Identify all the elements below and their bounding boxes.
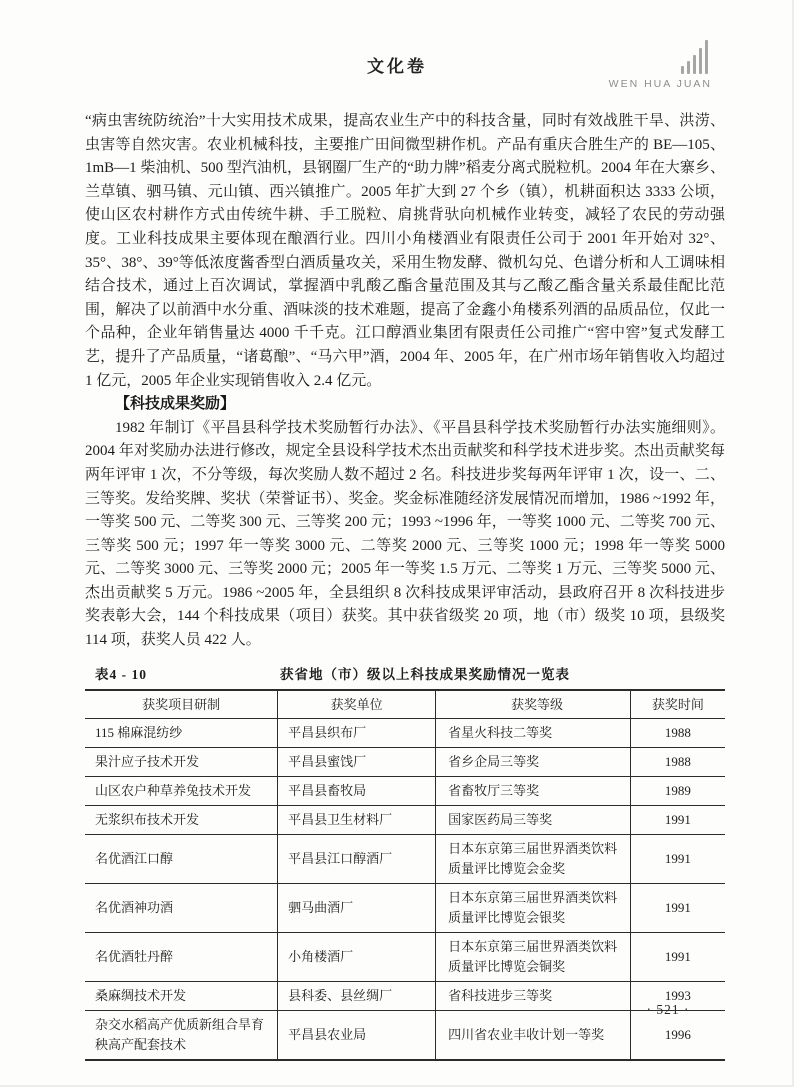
table-cell: 桑麻绸技术开发 xyxy=(85,981,278,1010)
table-cell: 平昌县织布厂 xyxy=(278,718,436,747)
page-title: 文化卷 xyxy=(367,57,427,76)
table-cell: 115 棉麻混纺纱 xyxy=(85,718,278,747)
table-header-row xyxy=(85,690,725,719)
awards-table-head xyxy=(85,690,725,719)
table-cell: 1993 xyxy=(630,981,725,1010)
table-row xyxy=(85,747,725,776)
table-cell: 1991 xyxy=(630,883,725,932)
column-header-project: 获奖项目研制 xyxy=(85,690,278,719)
table-cell: 平昌县农业局 xyxy=(278,1010,436,1060)
table-cell: 名优酒牡丹醉 xyxy=(85,932,278,981)
column-header-award-level: 获奖等级 xyxy=(436,690,631,719)
table-number-label: 表4 - 10 xyxy=(95,666,147,682)
table-cell: 1991 xyxy=(630,805,725,834)
table-cell: 1996 xyxy=(664,1026,691,1042)
table-cell: 日本东京第三届世界酒类饮料质量评比博览会铜奖 xyxy=(436,932,631,981)
body-paragraph-2: 1982 年制订《平昌县科学技术奖励暂行办法》、《平昌县科学技术奖励暂行办法实施细则》。2004 年对奖励办法进行修改，规定全县设科学技术杰出贡献奖和科学技术进步奖。杰出贡献奖每两年评审 1 次，不分等级，每次奖励人数不超过 2 名。科技进步奖每两年评审 1 次，设一、二、三等奖。发给奖牌、奖状（荣誉证书）、奖金。奖金标准随经济发展情况而增加，1986 ~1992 年，一等奖 500 元、二等奖 300 元、三等奖 200 元；1993 ~1996 年，一等奖 1000 元、二等奖 700 元、三等奖 500 元；1997 年一等奖 3000 元、二等奖 2000 元、三等奖 1000 元；1998 年一等奖 5000 元、二等奖 3000 元、三等奖 2000 元；2005 年一等奖 1.5 万元、二等奖 1 万元、三等奖 5000 元、杰出贡献奖 5 万元。1986 ~2005 年，全县组织 8 次科技成果评审活动，县政府召开 8 次科技进步奖表彰大会，144 个科技成果（项目）获奖。其中获省级奖 20 项，地（市）级奖 10 项，县级奖 114 项，获奖人员 422 人。 xyxy=(85,419,725,649)
table-cell: 山区农户种草养兔技术开发 xyxy=(85,776,278,805)
table-row xyxy=(85,1010,725,1060)
table-cell: 平昌县畜牧局 xyxy=(278,776,436,805)
awards-table xyxy=(85,689,725,1061)
table-cell: 省科技进步三等奖 xyxy=(436,981,631,1010)
table-cell: 省畜牧厅三等奖 xyxy=(436,776,631,805)
table-cell: 1988 xyxy=(630,747,725,776)
table-cell: 1989 xyxy=(630,776,725,805)
table-cell: 日本东京第三届世界酒类饮料质量评比博览会金奖 xyxy=(436,834,631,883)
table-cell: 日本东京第三届世界酒类饮料质量评比博览会银奖 xyxy=(436,883,631,932)
table-cell: 小角楼酒厂 xyxy=(278,932,436,981)
column-header-unit: 获奖单位 xyxy=(278,690,436,719)
table-row xyxy=(85,932,725,981)
table-cell: 平昌县蜜饯厂 xyxy=(278,747,436,776)
table-row xyxy=(85,883,725,932)
table-cell: 平昌县江口醇酒厂 xyxy=(278,834,436,883)
table-cell: 平昌县卫生材料厂 xyxy=(278,805,436,834)
table-cell: 县科委、县丝绸厂 xyxy=(278,981,436,1010)
table-row xyxy=(85,776,725,805)
awards-table-body xyxy=(85,718,725,1060)
table-cell: 名优酒江口醇 xyxy=(85,834,278,883)
table-title: 获省地（市）级以上科技成果奖励情况一览表 xyxy=(280,666,570,682)
column-header-award-time: 获奖时间 xyxy=(630,690,725,719)
table-cell: 1988 xyxy=(630,718,725,747)
page-number: · 521 · xyxy=(646,1002,690,1017)
bars-logo-icon xyxy=(592,38,708,74)
table-cell: 省星火科技二等奖 xyxy=(436,718,631,747)
table-cell: 四川省农业丰收计划一等奖 xyxy=(436,1010,631,1060)
table-cell: 1991 xyxy=(630,834,725,883)
table-cell: 杂交水稻高产优质新组合旱育秧高产配套技术 xyxy=(85,1010,278,1060)
table-row xyxy=(85,718,725,747)
table-row xyxy=(85,981,725,1010)
volume-logo xyxy=(592,38,712,90)
table-caption xyxy=(85,663,725,683)
volume-logo-text: WEN HUA JUAN xyxy=(608,78,712,90)
table-cell: 驷马曲酒厂 xyxy=(278,883,436,932)
table-row xyxy=(85,805,725,834)
table-cell: 无浆织布技术开发 xyxy=(85,805,278,834)
table-cell: 名优酒神功酒 xyxy=(85,883,278,932)
table-cell: 省乡企局三等奖 xyxy=(436,747,631,776)
page-content xyxy=(85,110,725,1061)
section-heading: 【科技成果奖励】 xyxy=(115,396,236,413)
table-cell: 1991 xyxy=(630,932,725,981)
body-paragraph-1: “病虫害统防统治”十大实用技术成果，提高农业生产中的科技含量，同时有效战胜干旱、洪涝、虫害等自然灾害。农业机械科技，主要推广田间微型耕作机。产品有重庆合胜生产的 BE—105、1mB—1 柴油机、500 型汽油机，县钢圈厂生产的“助力牌”稻麦分离式脱粒机。2004 年在大寨乡、兰草镇、驷马镇、元山镇、西兴镇推广。2005 年扩大到 27 个乡（镇），机耕面积达 3333 公顷，使山区农村耕作方式由传统牛耕、手工脱粒、肩挑背驮向机械作业转变，减轻了农民的劳动强度。工业科技成果主要体现在酿酒行业。四川小角楼酒业有限责任公司于 2001 年开始对 32°、35°、38°、39°等低浓度酱香型白酒质量攻关，采用生物发酵、微机勾兑、色谱分析和人工调味相结合技术，通过上百次调试，掌握酒中乳酸乙酯含量范围及其与乙酸乙酯含量关系最佳配比范围，解决了以前酒中水分重、酒味淡的技术难题，提高了金鑫小角楼系列酒的品质品位，仅此一个品种，企业年销售量达 4000 千千克。江口醇酒业集团有限责任公司推广“窖中窖”复式发酵工艺，提升了产品质量，“诸葛酿”、“马六甲”酒，2004 年、2005 年，在广州市场年销售收入均超过 1 亿元，2005 年企业实现销售收入 2.4 亿元。 xyxy=(85,113,725,389)
table-cell: 果汁应子技术开发 xyxy=(85,747,278,776)
table-row xyxy=(85,834,725,883)
table-cell: 国家医药局三等奖 xyxy=(436,805,631,834)
